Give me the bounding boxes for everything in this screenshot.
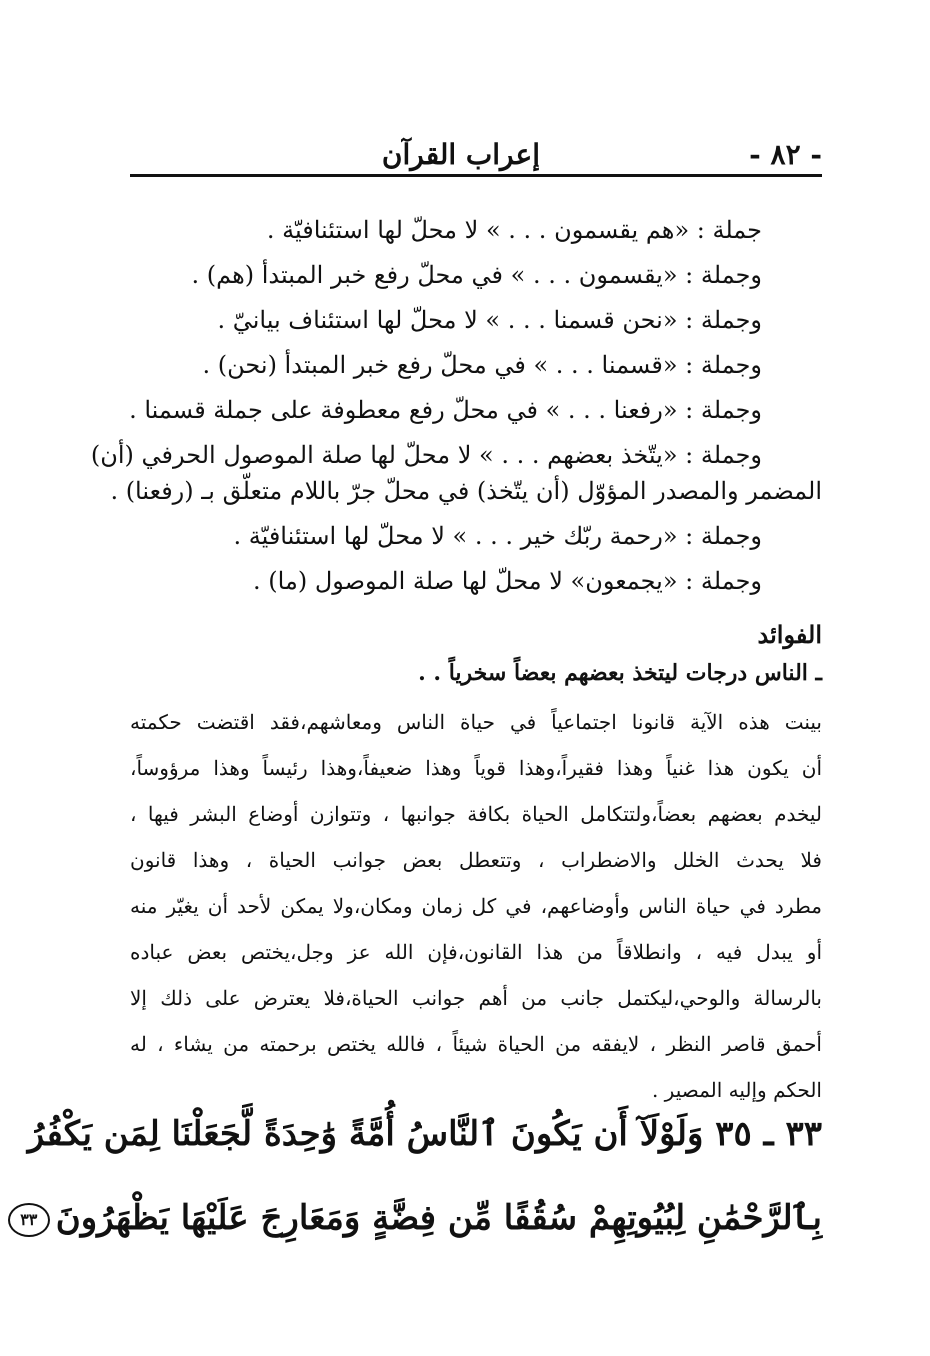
paragraph-line: فلا يحدث الخلل والاضطراب ، وتتعطل بعض جوانب الحياة ، وهذا قانون [130, 848, 822, 872]
parsing-line: وجملة : «يقسمون . . . » في محلّ رفع خبر المبتدأ (هم) . [191, 261, 762, 289]
ayah-number-marker: ٣٣ [8, 1203, 50, 1237]
paragraph-line: بالرسالة والوحي،ليكتمل جانب من أهم جوانب الحياة،فلا يعترض على ذلك إلا [130, 986, 822, 1010]
parsing-line: جملة : «هم يقسمون . . . » لا محلّ لها استئنافيّة . [266, 216, 762, 244]
parsing-line: وجملة : «رحمة ربّك خير . . . » لا محلّ لها استئنافيّة . [233, 522, 762, 550]
quran-verse [20, 1104, 822, 1272]
sentence-parsing-list [90, 212, 822, 608]
paragraph-line: أحمق قاصر النظر ، لايفقه من الحياة شيئاً ، فالله يختص برحمته من يشاء ، له [130, 1032, 822, 1056]
header-rule [130, 174, 822, 177]
parsing-line: وجملة : «قسمنا . . . » في محلّ رفع خبر المبتدأ (نحن) . [202, 351, 762, 379]
verse-line [20, 1188, 822, 1272]
book-title: إعراب القرآن [381, 138, 540, 171]
parsing-line: وجملة : «نحن قسمنا . . . » لا محلّ لها استئناف بيانيّ . [217, 306, 762, 334]
paragraph-line: أو يبدل فيه ، وانطلاقاً من هذا القانون،فإن الله عز وجل،يختص بعض عباده [130, 940, 822, 964]
parsing-line: وجملة : «رفعنا . . . » في محلّ رفع معطوفة على جملة قسمنا . [129, 396, 762, 424]
parsing-line-continuation: المضمر والمصدر المؤوّل (أن يتّخذ) في محلّ جرّ باللام متعلّق بـ (رفعنا) . [110, 477, 822, 505]
benefits-heading: الفوائد [757, 620, 822, 649]
verse-text: بِٱلرَّحْمَٰنِ لِبُيُوتِهِمْ سُقُفًا مِّن فِضَّةٍ وَمَعَارِجَ عَلَيْهَا يَظْهَرُونَ [55, 1198, 822, 1238]
paragraph-line: مطرد في حياة الناس وأوضاعهم، في كل زمان ومكان،ولا يمكن لأحد أن يغيّر منه [130, 894, 822, 918]
verse-line: ٣٣ ـ ٣٥ وَلَوْلَآ أَن يَكُونَ ٱلنَّاسُ أُمَّةً وَٰحِدَةً لَّجَعَلْنَا لِمَن يَكْفُرُ [27, 1114, 822, 1154]
page-header [130, 136, 822, 176]
parsing-line: وجملة : «يتّخذ بعضهم . . . » لا محلّ لها صلة الموصول الحرفي (أن) [90, 441, 762, 469]
paragraph-line: بينت هذه الآية قانونا اجتماعياً في حياة الناس ومعاشهم،فقد اقتضت حكمته [130, 710, 822, 734]
benefits-subheading: ـ الناس درجات ليتخذ بعضهم بعضاً سخرياً . . [418, 660, 822, 686]
parsing-line: وجملة : «يجمعون» لا محلّ لها صلة الموصول (ما) . [253, 567, 762, 595]
benefits-paragraph [130, 702, 822, 1116]
paragraph-line: الحكم وإليه المصير . [651, 1078, 822, 1102]
paragraph-line: ليخدم بعضهم بعضاً،ولتتكامل الحياة بكافة جوانبها ، وتتوازن أوضاع البشر فيها ، [130, 802, 822, 826]
paragraph-line: أن يكون هذا غنياً وهذا فقيراً،وهذا قوياً وهذا ضعيفاً،وهذا رئيساً وهذا مرؤوساً، [130, 756, 822, 780]
page-number: - ٨٢ - [749, 138, 822, 171]
